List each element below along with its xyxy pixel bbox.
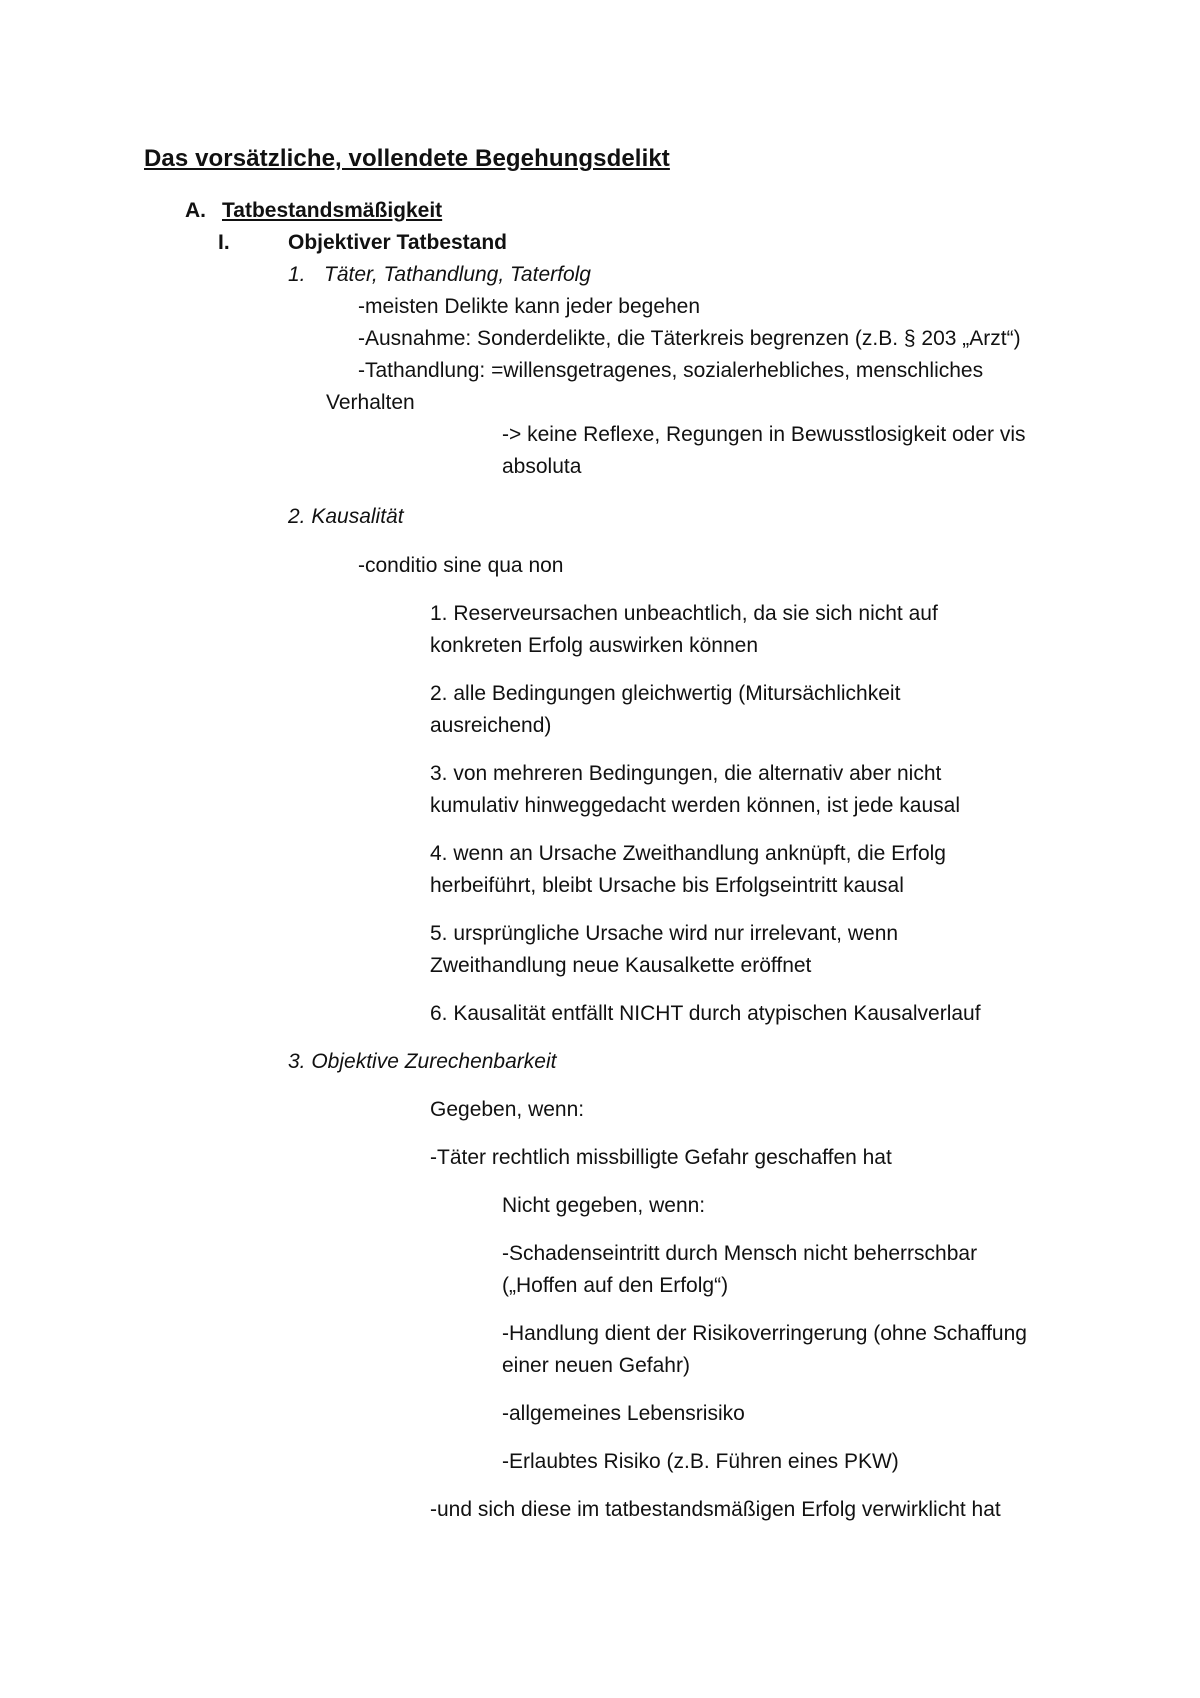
kausal-rule-line: 6. Kausalität entfällt NICHT durch atypischen Kausalverlauf <box>430 1002 981 1025</box>
kausal-rule-line: 3. von mehreren Bedingungen, die alternativ aber nicht <box>430 762 942 785</box>
part-1-heading: Täter, Tathandlung, Taterfolg <box>324 263 591 286</box>
part-1-line: Verhalten <box>326 391 415 414</box>
document-title: Das vorsätzliche, vollendete Begehungsdelikt <box>144 145 670 172</box>
part-1-line: -Tathandlung: =willensgetragenes, sozialerhebliches, menschliches <box>358 359 984 382</box>
part-1-line: -> keine Reflexe, Regungen in Bewusstlosigkeit oder vis <box>502 423 1026 446</box>
kausal-rule-line: ausreichend) <box>430 714 552 737</box>
kausal-rule-line: Zweithandlung neue Kausalkette eröffnet <box>430 954 812 977</box>
exception-line: -Erlaubtes Risiko (z.B. Führen eines PKW) <box>502 1450 899 1473</box>
kausal-rule-line: 1. Reserveursachen unbeachtlich, da sie sich nicht auf <box>430 602 938 625</box>
exception-line: -Schadenseintritt durch Mensch nicht beherrschbar <box>502 1242 978 1265</box>
section-i-marker: I. <box>218 231 230 254</box>
exception-line: („Hoffen auf den Erfolg“) <box>502 1274 729 1297</box>
given-line: -Täter rechtlich missbilligte Gefahr geschaffen hat <box>430 1146 892 1169</box>
part-1-marker: 1. <box>288 263 306 286</box>
section-a-marker: A. <box>185 199 206 222</box>
given-label: Gegeben, wenn: <box>430 1098 585 1121</box>
section-i-heading: Objektiver Tatbestand <box>288 231 508 254</box>
part-1-line: absoluta <box>502 455 582 478</box>
exception-line: -Handlung dient der Risikoverringerung (ohne Schaffung <box>502 1322 1027 1345</box>
kausal-rule-line: herbeiführt, bleibt Ursache bis Erfolgseintritt kausal <box>430 874 904 897</box>
not-given-label: Nicht gegeben, wenn: <box>502 1194 706 1217</box>
kausal-rule-line: kumulativ hinweggedacht werden können, ist jede kausal <box>430 794 960 817</box>
exception-line: einer neuen Gefahr) <box>502 1354 690 1377</box>
kausal-rule-line: 2. alle Bedingungen gleichwertig (Mitursächlichkeit <box>430 682 901 705</box>
part-1-line: -Ausnahme: Sonderdelikte, die Täterkreis begrenzen (z.B. § 203 „Arzt“) <box>358 327 1021 350</box>
exception-line: -allgemeines Lebensrisiko <box>502 1402 745 1425</box>
part-3-heading: 3. Objektive Zurechenbarkeit <box>288 1050 557 1073</box>
part-2-heading: 2. Kausalität <box>288 505 404 528</box>
kausal-rule-line: 4. wenn an Ursache Zweithandlung anknüpft, die Erfolg <box>430 842 946 865</box>
kausal-rule-line: 5. ursprüngliche Ursache wird nur irrelevant, wenn <box>430 922 899 945</box>
closing-line: -und sich diese im tatbestandsmäßigen Erfolg verwirklicht hat <box>430 1498 1001 1521</box>
part-2-intro: -conditio sine qua non <box>358 554 564 577</box>
part-1-line: -meisten Delikte kann jeder begehen <box>358 295 701 318</box>
kausal-rule-line: konkreten Erfolg auswirken können <box>430 634 759 657</box>
section-a-heading: Tatbestandsmäßigkeit <box>222 199 443 222</box>
